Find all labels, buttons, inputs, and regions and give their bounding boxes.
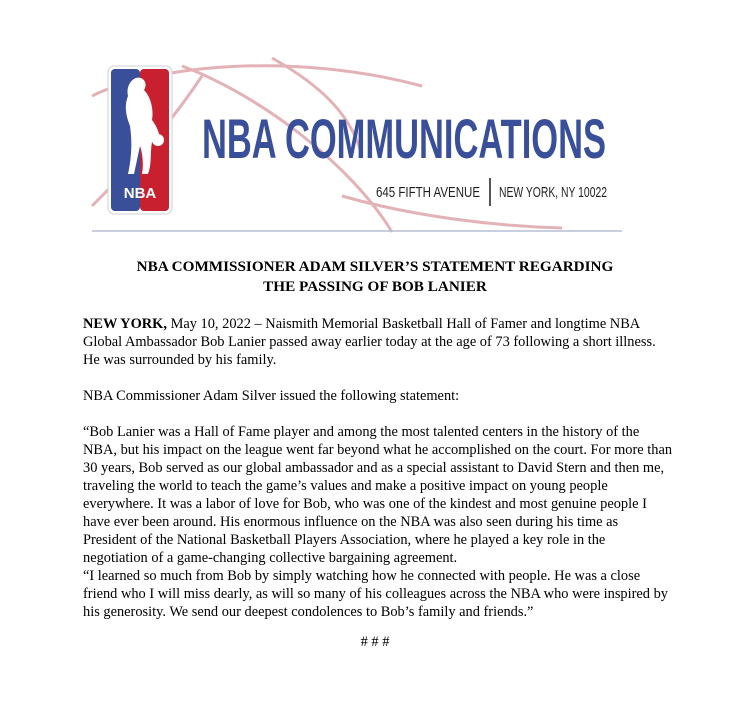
- intro-paragraph: [83, 315, 673, 369]
- intro-text: May 10, 2022 – Naismith Memorial Basketball Hall of Famer and longtime NBA Global Ambassador Bob Lanier passed away earlier today at the age of 73 following a short illness. He was surrounded by his family.: [83, 316, 656, 368]
- nba-logo-text: NBA: [123, 185, 157, 202]
- brand-wordmark: NBA COMMUNICATIONS: [202, 107, 606, 170]
- title-line-2: THE PASSING OF BOB LANIER: [263, 278, 487, 295]
- end-mark: # # #: [360, 634, 390, 650]
- letterhead-graphic: [92, 56, 614, 232]
- address-text: 645 FIFTH AVENUE: [376, 184, 480, 201]
- city-text: NEW YORK, NY 10022: [499, 184, 607, 201]
- statement-title: [60, 257, 690, 297]
- statement-lead-paragraph: NBA Commissioner Adam Silver issued the following statement:: [83, 388, 460, 404]
- letterhead: [92, 56, 614, 232]
- quote-paragraph-2: “I learned so much from Bob by simply watching how he connected with people. He was a close friend who I will miss dearly, as will so many of his colleagues across the NBA who were inspired by his generosity. We send our deepest condolences to Bob’s family and friends.”: [83, 568, 668, 620]
- nba-logo: [108, 66, 172, 214]
- title-line-1: NBA COMMISSIONER ADAM SILVER’S STATEMENT REGARDING: [136, 258, 614, 275]
- dateline: NEW YORK,: [83, 316, 167, 332]
- quote-paragraph-1: “Bob Lanier was a Hall of Fame player and among the most talented centers in the history of the NBA, but his impact on the league went far beyond what he accomplished on the court. For more than 30 years, Bob served as our global ambassador and as a special assistant to David Stern and then me, traveling the world to teach the game’s values and make a positive impact on young people everywhere. It was a labor of love for Bob, who was one of the kindest and most genuine people I have ever been around. His enormous influence on the NBA was also seen during his time as President of the National Basketball Players Association, where he played a key role in the negotiation of a game-changing collective bargaining agreement.: [83, 424, 673, 566]
